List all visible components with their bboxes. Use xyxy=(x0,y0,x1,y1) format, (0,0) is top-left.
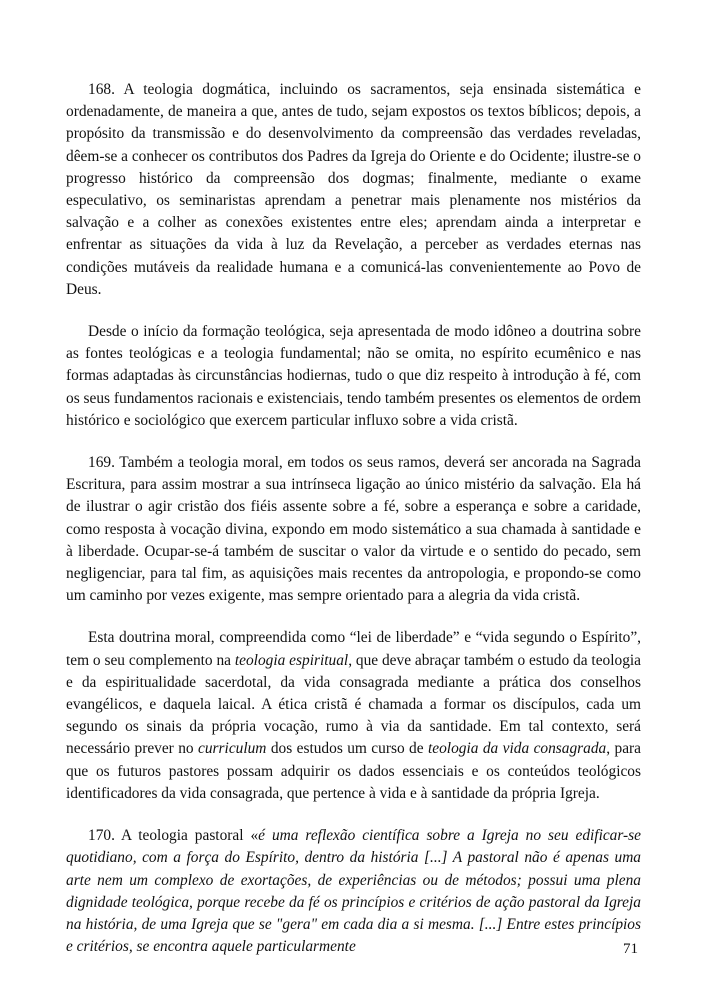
text-run: , que deve abraçar também o estudo da teologia e da espiritualidade sacerdotal, da vida consagrada mediante a prática dos conselhos evangélicos, e daquela laical. A ética cristã é chamada a formar os discípulos, cada um segundo os sinais da própria vocação, rumo à via da santidade. Em tal contexto, será necessário prever no xyxy=(66,651,641,758)
paragraph-169 xyxy=(66,452,641,607)
paragraph-170 xyxy=(66,825,641,958)
page-number: 71 xyxy=(623,941,638,957)
text-run: , para que os futuros pastores possam adquirir os dados essenciais e os conteúdos teológicos identificadores da vida consagrada, que pertence à vida e à santidade da própria Igreja. xyxy=(66,740,641,802)
italic-text-run: teologia da vida consagrada xyxy=(428,740,607,758)
italic-text-run: curriculum xyxy=(198,740,267,758)
text-run: Desde o início da formação teológica, seja apresentada de modo idôneo a doutrina sobre as fontes teológicas e a teologia fundamental; não se omita, no espírito ecumênico e nas formas adaptadas às circunstâncias hodiernas, tudo o que diz respeito à introdução à fé, com os seus fundamentos racionais e existenciais, tendo também presentes os elementos de ordem histórico e sociológico que exercem particular influxo sobre a vida cristã. xyxy=(66,323,641,429)
paragraph-moral-doctrine xyxy=(66,627,641,805)
body-text xyxy=(66,79,641,978)
text-run: 168. A teologia dogmática, incluindo os sacramentos, seja ensinada sistemática e ordenadamente, de maneira a que, antes de tudo, sejam expostos os textos bíblicos; depois, a propósito da transmissão e do desenvolvimento da compreensão das verdades reveladas, dêem-se a conhecer os contributos dos Padres da Igreja do Oriente e do Ocidente; ilustre-se o progresso histórico da compreensão dos dogmas; finalmente, mediante o exame especulativo, os seminaristas aprendam a penetrar mais plenamente nos mistérios da salvação e a colher as conexões existentes entre eles; aprendam ainda a interpretar e enfrentar as situações da vida à luz da Revelação, a perceber as verdades eternas nas condições mutáveis da realidade humana e a comunicá-las convenientemente ao Povo de Deus. xyxy=(66,81,641,298)
italic-text-run: é uma reflexão científica sobre a Igreja no seu edificar-se quotidiano, com a força do Espírito, dentro da história [...] A pastoral não é apenas uma arte nem um complexo de exortações, de experiências ou de métodos; possui uma plena dignidade teológica, porque recebe da fé os princípios e critérios de ação pastoral da Igreja na história, de uma Igreja que se "gera" em cada dia a si mesma. [...] Entre estes princípios e critérios, se encontra aquele particularmente xyxy=(66,827,641,956)
text-run: dos estudos um curso de xyxy=(266,740,428,758)
paragraph-theology-sources xyxy=(66,321,641,432)
paragraph-168 xyxy=(66,79,641,301)
italic-text-run: teologia espiritual xyxy=(234,651,349,669)
text-run: 169. Também a teologia moral, em todos os seus ramos, deverá ser ancorada na Sagrada Escritura, para assim mostrar a sua intrínseca ligação ao único mistério da salvação. Ela há de ilustrar o agir cristão dos fiéis assente sobre a fé, sobre a esperança e sobre a caridade, como resposta à vocação divina, expondo em modo sistemático a sua chamada à santidade e à liberdade. Ocupar-se-á também de suscitar o valor da virtude e o sentido do pecado, sem negligenciar, para tal fim, as aquisições mais recentes da antropologia, e propondo-se como um caminho por vezes exigente, mas sempre orientado para a alegria da vida cristã. xyxy=(66,454,641,605)
text-run: Esta doutrina moral, compreendida como “lei de liberdade” e “vida segundo o Espírito”, tem o seu complemento na xyxy=(66,629,641,669)
text-run: 170. A teologia pastoral « xyxy=(88,827,259,845)
